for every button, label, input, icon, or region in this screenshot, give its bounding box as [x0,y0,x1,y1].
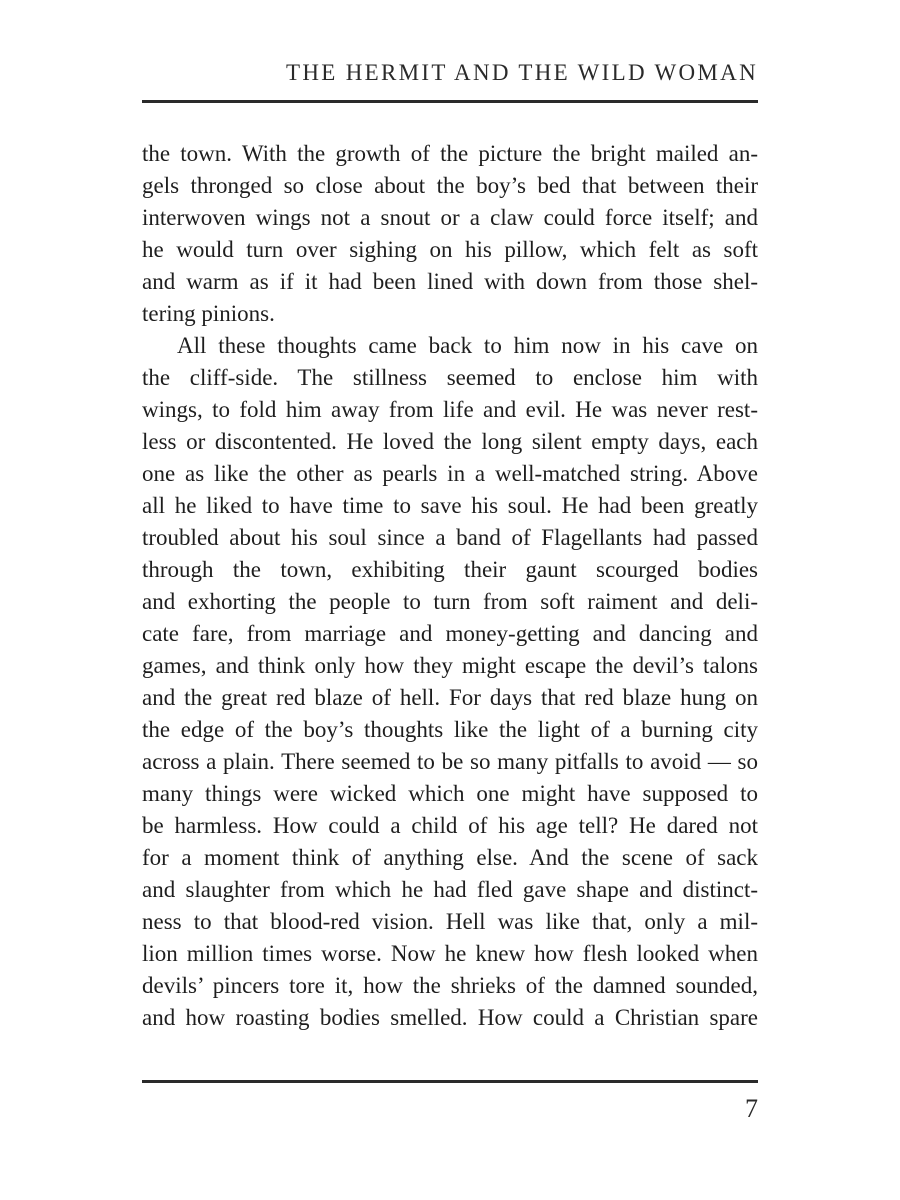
text-line: and exhorting the people to turn from soft raiment and deli- [142,589,758,614]
paragraph [142,138,758,330]
text-line: devils’ pincers tore it, how the shrieks of the damned sounded, [142,973,758,998]
text-line: the cliff-side. The stillness seemed to enclose him with [142,365,758,390]
text-line: he would turn over sighing on his pillow, which felt as soft [142,237,758,262]
text-line: games, and think only how they might escape the devil’s talons [142,653,758,678]
page-number: 7 [745,1094,758,1123]
header-rule [142,100,758,103]
text-line: the edge of the boy’s thoughts like the light of a burning city [142,717,758,742]
text-line: for a moment think of anything else. And the scene of sack [142,845,758,870]
text-line: all he liked to have time to save his soul. He had been greatly [142,493,758,518]
text-line: one as like the other as pearls in a well-matched string. Above [142,461,758,486]
text-line: interwoven wings not a snout or a claw could force itself; and [142,205,758,230]
text-line: troubled about his soul since a band of Flagellants had passed [142,525,758,550]
text-line: and slaughter from which he had fled gave shape and distinct- [142,877,758,902]
text-line: All these thoughts came back to him now in his cave on [177,333,758,358]
text-line: and warm as if it had been lined with down from those shel- [142,269,758,294]
text-line: gels thronged so close about the boy’s bed that between their [142,173,758,198]
text-line: across a plain. There seemed to be so many pitfalls to avoid — so [142,749,758,774]
text-line: many things were wicked which one might have supposed to [142,781,758,806]
text-line: ness to that blood-red vision. Hell was like that, only a mil- [142,909,758,934]
text-line: less or discontented. He loved the long silent empty days, each [142,429,758,454]
body-text [142,138,758,1034]
running-head: THE HERMIT AND THE WILD WOMAN [286,60,758,85]
text-line: the town. With the growth of the picture the bright mailed an- [142,141,758,166]
text-line: be harmless. How could a child of his age tell? He dared not [142,813,758,838]
text-line: lion million times worse. Now he knew how flesh looked when [142,941,758,966]
text-line: tering pinions. [142,301,275,326]
text-line: through the town, exhibiting their gaunt scourged bodies [142,557,758,582]
paragraph [142,330,758,1034]
text-line: and the great red blaze of hell. For days that red blaze hung on [142,685,758,710]
footer-rule [142,1080,758,1083]
text-line: and how roasting bodies smelled. How could a Christian spare [142,1005,758,1030]
text-line: wings, to fold him away from life and evil. He was never rest- [142,397,758,422]
text-line: cate fare, from marriage and money-getting and dancing and [142,621,758,646]
